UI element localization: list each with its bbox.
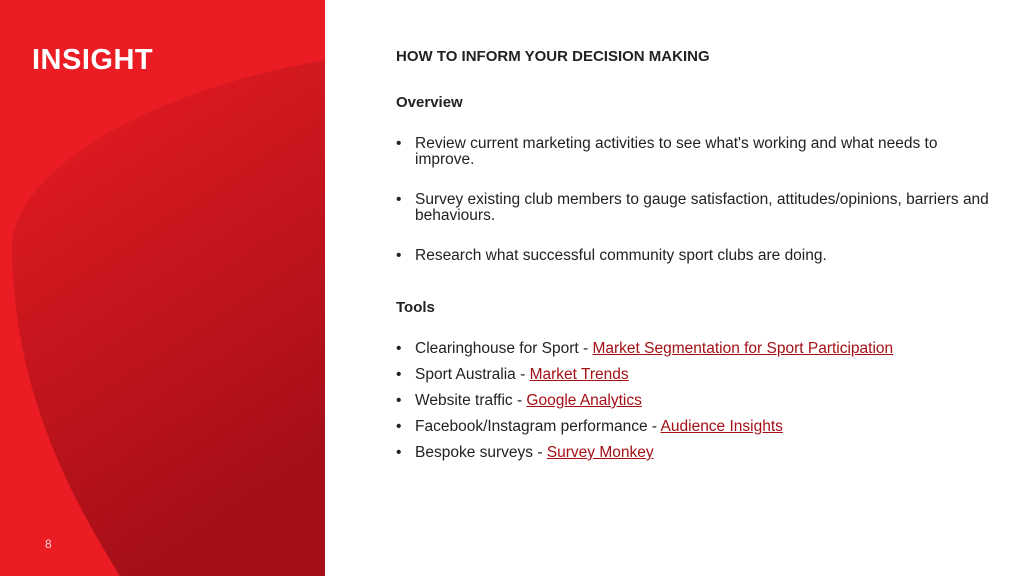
tools-list [396, 336, 996, 466]
link-audience-insights[interactable]: Audience Insights [660, 418, 783, 435]
list-item: • Research what successful community sport clubs are doing. [396, 248, 996, 264]
tool-label: Sport Australia - [415, 366, 530, 383]
overview-list [396, 136, 996, 288]
link-google-analytics[interactable]: Google Analytics [526, 392, 642, 409]
overview-heading: Overview [396, 94, 463, 111]
list-item [396, 362, 996, 388]
decorative-curve [0, 0, 325, 576]
list-item [396, 388, 996, 414]
tool-label: Facebook/Instagram performance - [415, 418, 661, 435]
page-heading: HOW TO INFORM YOUR DECISION MAKING [396, 48, 710, 65]
link-market-trends[interactable]: Market Trends [529, 366, 629, 383]
list-item: • Survey existing club members to gauge satisfaction, attitudes/opinions, barriers and behaviours. [396, 192, 996, 224]
link-survey-monkey[interactable]: Survey Monkey [546, 444, 654, 461]
list-item: • Review current marketing activities to see what's working and what needs to improve. [396, 136, 996, 168]
section-title: INSIGHT [32, 44, 154, 76]
list-item [396, 440, 996, 466]
page-number: 8 [45, 537, 52, 551]
list-item [396, 414, 996, 440]
tool-label: Clearinghouse for Sport - [415, 340, 593, 357]
tool-label: Bespoke surveys - [415, 444, 547, 461]
link-market-segmentation[interactable]: Market Segmentation for Sport Participation [592, 340, 894, 357]
list-item [396, 336, 996, 362]
tool-label: Website traffic - [415, 392, 527, 409]
sidebar-panel [0, 0, 325, 576]
tools-heading: Tools [396, 299, 435, 316]
